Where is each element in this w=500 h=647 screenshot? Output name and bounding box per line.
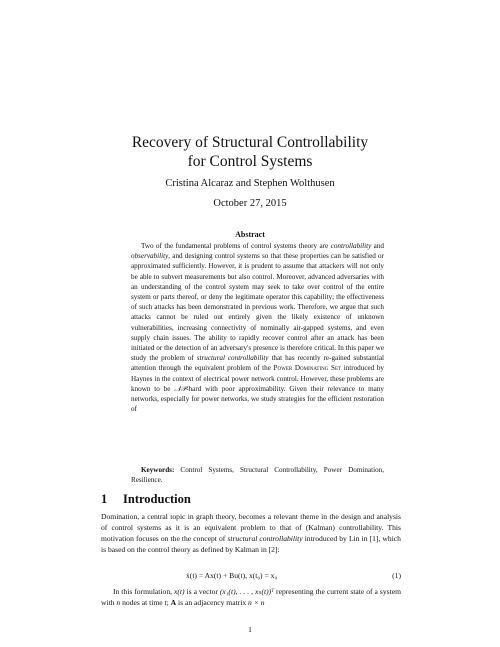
section-number: 1 [101,492,108,506]
section-title: Introduction [123,492,191,506]
formulation-paragraph: In this formulation, x(t) is a vector (x₁(t), . . . , xₙ(t))ᵀ representing the current state of a system with n nodes at time t; A is an adjacency matrix n × n [101,587,401,607]
title-line-1: Recovery of Structural Controllability [131,134,369,151]
keywords-label: Keywords: [141,466,175,474]
paper-title [60,133,440,171]
abstract-text: Two of the fundamental problems of control systems theory are controllability and observability, and designing control systems so that these properties can be satisfied or approximated sufficiently. However, it is prudent to assume that attackers will not only be able to subvert measurements but also control. Moreover, advanced adversaries with an understanding of the control system may seek to take over control of the entire system or parts thereof, or deny the legitimate operator this capability; the effectiveness of such attacks has been demonstrated in previous work. Therefore, we argue that such attacks cannot be ruled out entirely given the likely existence of unknown vulnerabilities, increasing connectivity of nominally air-gapped systems, and even supply chain issues. The ability to rapidly recover control after an attack has been initiated or the detection of an adversary's presence is therefore critical. In this paper we study the problem of structural controllability that has recently re-gained substantial attention through the equivalent problem of the Power Dominating Set introduced by Haynes in the context of electrical power network control. However, these problems are known to be 𝒩𝒫-hard with poor approximability. Given their relevance to many networks, especially for power networks, we study strategies for the efficient restoration of [131,242,384,414]
section-heading [101,492,191,507]
authors: Cristina Alcaraz and Stephen Wolthusen [165,178,335,189]
equation-expression: ẋ(t) = Ax(t) + Bu(t), x(t₀) = x₀ [186,571,278,580]
date: October 27, 2015 [213,198,287,209]
page-number: 1 [248,625,252,634]
title-line-2: for Control Systems [187,153,313,170]
abstract-heading: Abstract [235,230,265,239]
keywords-list: Control Systems, Structural Controllability, Power Domination, Resilience. [131,466,384,485]
intro-paragraph: Domination, a central topic in graph theory, becomes a relevant theme in the design and analysis of control systems as it is an equivalent problem to that of (Kalman) controllability. This motivation focuses on the the concept of structural controllability introduced by Lin in [1], which is based on the control theory as defined by Kalman in [2]: [101,512,401,554]
keywords [131,465,384,485]
equation-number: (1) [392,571,401,580]
